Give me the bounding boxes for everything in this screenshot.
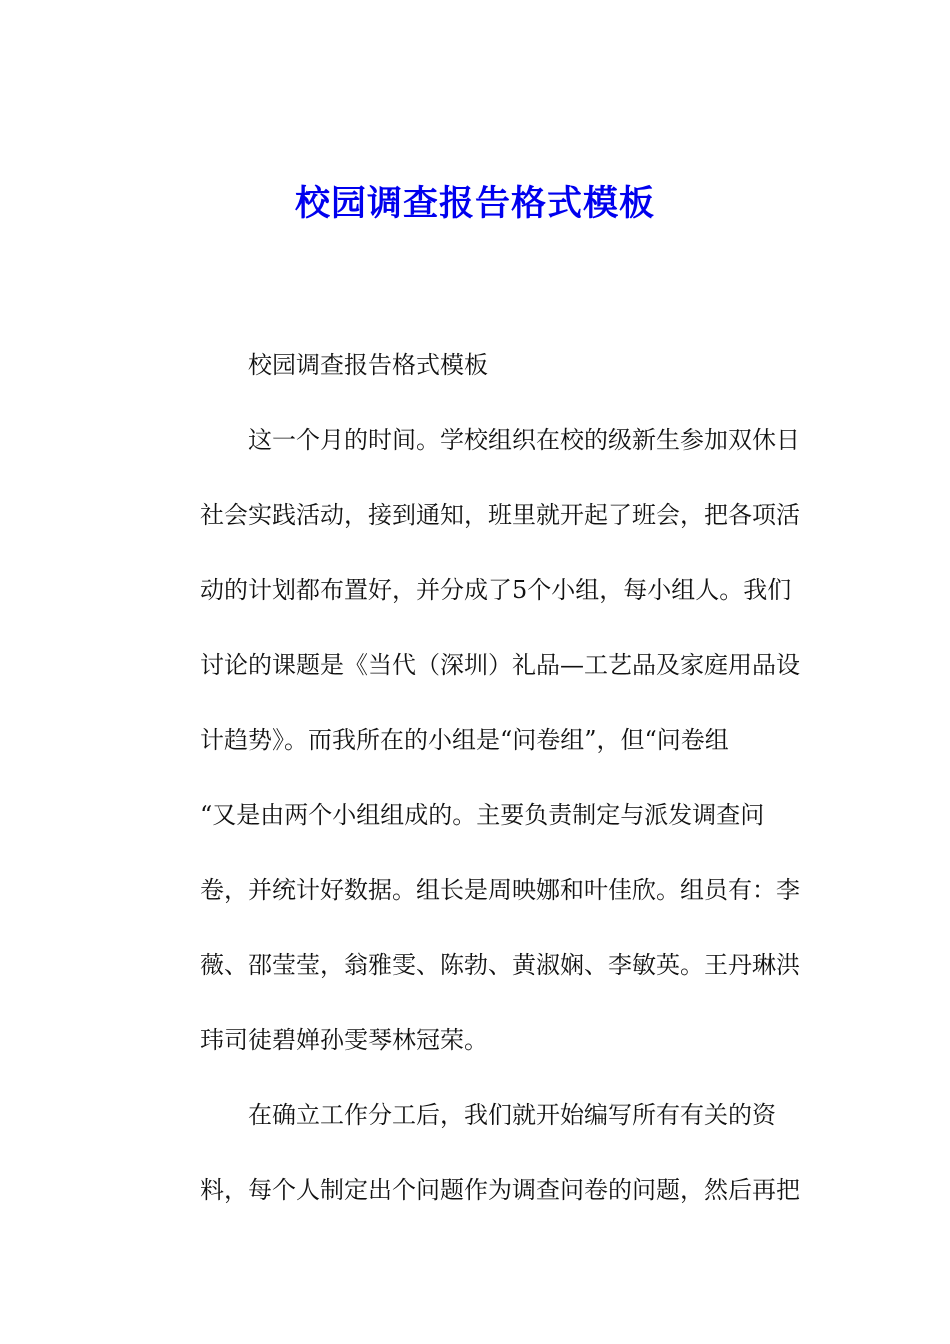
text-line: 料，每个人制定出个问题作为调查问卷的问题，然后再把 xyxy=(200,1176,800,1204)
text-line: 社会实践活动，接到通知，班里就开起了班会，把各项活 xyxy=(200,501,800,529)
text-line: 玮司徒碧婵孙雯琴林冠荣。 xyxy=(200,1026,488,1054)
text-line: 讨论的课题是《当代（深圳）礼品—工艺品及家庭用品设 xyxy=(200,651,800,679)
text-line: 校园调查报告格式模板 xyxy=(248,351,488,379)
paragraph-subtitle xyxy=(152,328,792,403)
text-line: 这一个月的时间。学校组织在校的级新生参加双休日 xyxy=(248,426,800,454)
text-line: 动的计划都布置好，并分成了5个小组，每小组人。我们 xyxy=(200,576,792,604)
paragraph-intro xyxy=(152,403,800,1078)
document-body xyxy=(152,328,800,1228)
document-title: 校园调查报告格式模板 xyxy=(294,183,655,224)
text-line: “又是由两个小组组成的。主要负责制定与派发调查问 xyxy=(200,801,765,829)
text-line: 在确立工作分工后，我们就开始编写所有有关的资 xyxy=(248,1101,776,1129)
text-line: 薇、邵莹莹，翁雅雯、陈勃、黄淑娴、李敏英。王丹琳洪 xyxy=(200,951,800,979)
paragraph-work-division xyxy=(152,1078,800,1228)
text-line: 卷，并统计好数据。组长是周映娜和叶佳欣。组员有：李 xyxy=(200,876,800,904)
text-line: 计趋势》。而我所在的小组是“问卷组”，但“问卷组 xyxy=(200,726,729,754)
